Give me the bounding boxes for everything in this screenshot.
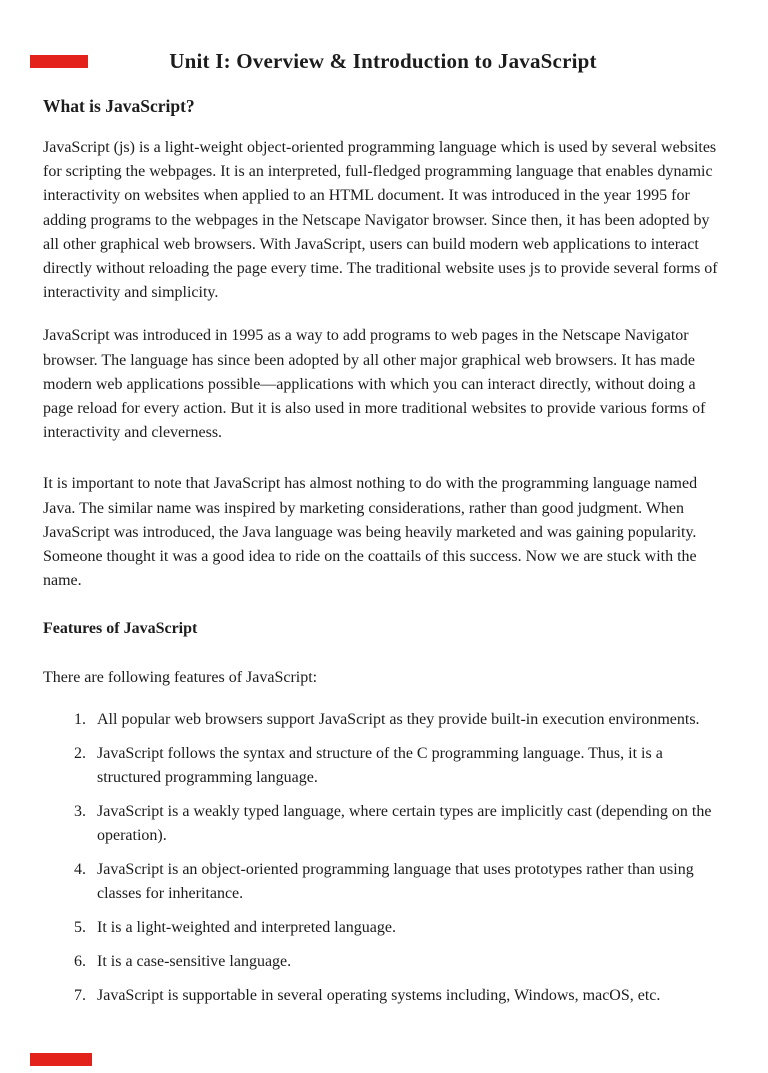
features-intro-text: There are following features of JavaScript: (43, 669, 318, 687)
redaction-mark-bottom (30, 1053, 92, 1066)
paragraph-history-js: JavaScript was introduced in 1995 as a way to add programs to web pages in the Netscape Navigator browser. The language has since been adopted by all other major graphical web browsers. It has made modern web applications possible—applications with which you can interact directly, without doing a page reload for every action. But it is also used in more traditional websites to provide various forms of interactivity and cleverness. (43, 327, 706, 442)
document-page (0, 49, 768, 1008)
list-item-feature-3: 3. JavaScript is a weakly typed language, where certain types are implicitly cast (depending on the operation). (90, 800, 723, 848)
list-item-feature-2: 2. JavaScript follows the syntax and structure of the C programming language. Thus, it is a structured programming language. (90, 742, 723, 790)
section-heading-what-is-javascript: What is JavaScript? (43, 96, 195, 116)
paragraph-java-naming: It is important to note that JavaScript has almost nothing to do with the programming language named Java. The similar name was inspired by marketing considerations, rather than good judgment. When JavaScript was introduced, the Java language was being heavily marketed and was gaining popularity. Someone thought it was a good idea to ride on the coattails of this success. Now we are stuck with the name. (43, 475, 698, 590)
features-list (43, 708, 723, 1008)
list-item-feature-6: 6. It is a case-sensitive language. (90, 950, 723, 974)
list-item-feature-4: 4. JavaScript is an object-oriented programming language that uses prototypes rather than using classes for inheritance. (90, 858, 723, 906)
list-item-feature-5: 5. It is a light-weighted and interpreted language. (90, 916, 723, 940)
paragraph-intro-js: JavaScript (js) is a light-weight object-oriented programming language which is used by several websites for scripting the webpages. It is an interpreted, full-fledged programming language that enables dynamic interactivity on websites when applied to an HTML document. It was introduced in the year 1995 for adding programs to the webpages in the Netscape Navigator browser. Since then, it has been adopted by all other graphical web browsers. With JavaScript, users can build modern web applications to interact directly without reloading the page every time. The traditional website uses js to provide several forms of interactivity and simplicity. (43, 139, 718, 302)
page-title: Unit I: Overview & Introduction to JavaScript (169, 49, 597, 73)
section-heading-features: Features of JavaScript (43, 620, 198, 638)
redaction-mark-top (30, 55, 88, 68)
list-item-feature-1: 1. All popular web browsers support JavaScript as they provide built-in execution environments. (90, 708, 723, 732)
list-item-feature-7: 7. JavaScript is supportable in several operating systems including, Windows, macOS, etc. (90, 984, 723, 1008)
